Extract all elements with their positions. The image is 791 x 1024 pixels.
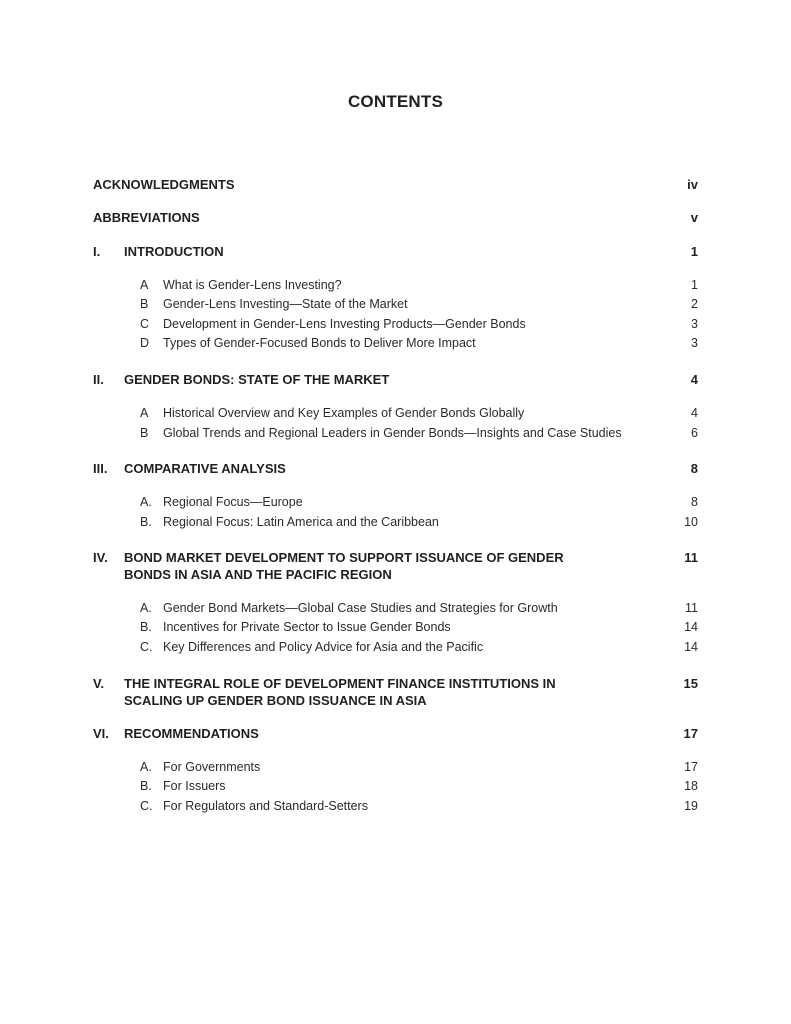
subentry-label: For Governments [163, 760, 261, 774]
subentry-letter: B. [140, 515, 152, 529]
toc-page-number: 3 [691, 317, 698, 331]
subentry-label: Incentives for Private Sector to Issue Gender Bonds [163, 620, 451, 634]
subentry-letter: A. [140, 601, 152, 615]
page-title: CONTENTS [347, 92, 444, 111]
toc-page-number: 11 [684, 550, 698, 565]
toc-page-number: 15 [683, 676, 698, 691]
section-label: RECOMMENDATIONS [124, 726, 259, 741]
toc-page-number: v [690, 210, 698, 225]
section-label: COMPARATIVE ANALYSIS [124, 461, 286, 476]
toc-page-number: 8 [690, 461, 698, 476]
subentry-letter: A. [140, 495, 152, 509]
toc-page-number: 4 [691, 406, 698, 420]
toc-page-number: 3 [691, 336, 698, 350]
subentry-label: Development in Gender-Lens Investing Products—Gender Bonds [163, 317, 526, 331]
subentry-letter: B [140, 297, 149, 311]
toc-page-number: 8 [691, 495, 698, 509]
section-label: INTRODUCTION [124, 244, 224, 259]
subentry-label: Gender Bond Markets—Global Case Studies and Strategies for Growth [163, 601, 558, 615]
subentry-label: Types of Gender-Focused Bonds to Deliver More Impact [163, 336, 476, 350]
toc-page-number: 14 [684, 620, 698, 634]
section-number: I. [93, 244, 101, 259]
toc-page-number: 4 [690, 372, 698, 387]
section-number: II. [93, 372, 104, 387]
subentry-label: What is Gender-Lens Investing? [163, 278, 342, 292]
subentry-letter: B [140, 426, 149, 440]
toc-page-number: 11 [685, 601, 698, 615]
subentry-letter: A. [140, 760, 152, 774]
subentry-letter: C [140, 317, 150, 331]
toc-page-number: 17 [684, 760, 698, 774]
toc-entry-label: ABBREVIATIONS [93, 210, 200, 225]
subentry-letter: A [140, 406, 149, 420]
subentry-label: Global Trends and Regional Leaders in Gender Bonds—Insights and Case Studies [163, 426, 622, 440]
subentry-letter: D [140, 336, 150, 350]
subentry-letter: B. [140, 620, 152, 634]
section-label: THE INTEGRAL ROLE OF DEVELOPMENT FINANCE INSTITUTIONS IN SCALING UP GENDER BOND ISSUANCE IN ASIA [124, 676, 556, 708]
toc-page-number: 19 [684, 799, 698, 813]
toc-page-number: 14 [684, 640, 698, 654]
subentry-letter: C. [140, 640, 153, 654]
toc-page-number: 1 [690, 244, 698, 259]
section-number: VI. [93, 726, 109, 741]
toc-page-number: 17 [683, 726, 698, 741]
toc-page-number: 10 [684, 515, 698, 529]
subentry-label: For Regulators and Standard-Setters [163, 799, 368, 813]
section-number: III. [93, 461, 108, 476]
toc-page-number: 2 [691, 297, 698, 311]
subentry-label: Regional Focus—Europe [163, 495, 303, 509]
subentry-label: Gender-Lens Investing—State of the Market [163, 297, 408, 311]
subentry-letter: A [140, 278, 149, 292]
toc-page-number: 1 [691, 278, 698, 292]
toc-page-number: 18 [684, 779, 698, 793]
section-label: BOND MARKET DEVELOPMENT TO SUPPORT ISSUANCE OF GENDER BONDS IN ASIA AND THE PACIFIC REGION [124, 550, 564, 582]
section-label: GENDER BONDS: STATE OF THE MARKET [124, 372, 390, 387]
subentry-label: Key Differences and Policy Advice for Asia and the Pacific [163, 640, 484, 654]
subentry-label: For Issuers [163, 779, 226, 793]
subentry-label: Regional Focus: Latin America and the Caribbean [163, 515, 439, 529]
subentry-letter: B. [140, 779, 152, 793]
subentry-label: Historical Overview and Key Examples of Gender Bonds Globally [163, 406, 525, 420]
subentry-letter: C. [140, 799, 153, 813]
toc-page-number: iv [687, 177, 698, 192]
section-number: V. [93, 676, 105, 691]
section-number: IV. [93, 550, 108, 565]
toc-entry-label: ACKNOWLEDGMENTS [93, 177, 235, 192]
toc-page-number: 6 [691, 426, 698, 440]
